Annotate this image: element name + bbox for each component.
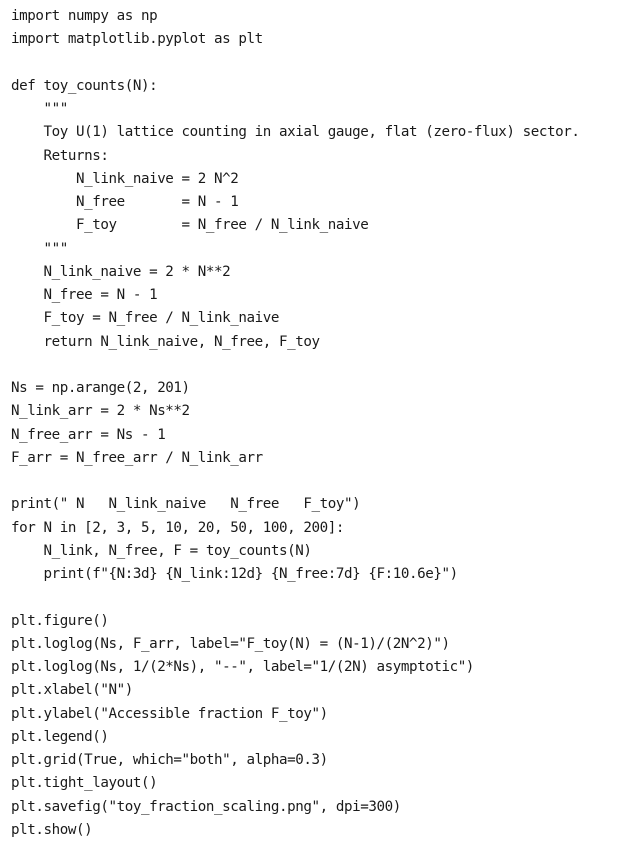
- code-line-assign-n-link-naive: N_link_naive = 2 * N**2: [11, 263, 231, 280]
- code-line-n-free-arr: N_free_arr = Ns - 1: [11, 426, 166, 443]
- code-block: [11, 5, 580, 842]
- code-line-blank: [11, 354, 580, 377]
- code-line-blank: [11, 52, 580, 75]
- code-line-docstring-returns: Returns:: [11, 147, 109, 164]
- code-line-docstring-open: """: [11, 101, 68, 117]
- code-line-loop-print: print(f"{N:3d} {N_link:12d} {N_free:7d} {F:10.6e}"): [11, 566, 458, 582]
- code-line-docstring-f-toy: F_toy = N_free / N_link_naive: [11, 217, 369, 234]
- code-line-import-matplotlib: import matplotlib.pyplot as plt: [11, 31, 263, 48]
- code-line-ns-arange: Ns = np.arange(2, 201): [11, 380, 190, 396]
- code-line-plt-loglog-f-toy: plt.loglog(Ns, F_arr, label="F_toy(N) = (N-1)/(2N^2)"): [11, 635, 450, 652]
- code-line-plt-tight-layout: plt.tight_layout(): [11, 775, 158, 792]
- code-line-plt-xlabel: plt.xlabel("N"): [11, 682, 133, 699]
- code-line-return: return N_link_naive, N_free, F_toy: [11, 333, 320, 350]
- code-line-docstring-n-link-naive: N_link_naive = 2 N^2: [11, 170, 239, 187]
- code-line-import-numpy: import numpy as np: [11, 8, 158, 24]
- code-line-loop-unpack: N_link, N_free, F = toy_counts(N): [11, 542, 312, 559]
- code-line-n-link-arr: N_link_arr = 2 * Ns**2: [11, 403, 190, 420]
- code-line-blank: [11, 470, 580, 493]
- code-line-plt-ylabel: plt.ylabel("Accessible fraction F_toy"): [11, 705, 328, 722]
- code-line-f-arr: F_arr = N_free_arr / N_link_arr: [11, 449, 263, 466]
- code-line-plt-loglog-asymptotic: plt.loglog(Ns, 1/(2*Ns), "--", label="1/(2N) asymptotic"): [11, 659, 474, 675]
- code-line-print-header: print(" N N_link_naive N_free F_toy"): [11, 496, 361, 513]
- code-line-docstring-close: """: [11, 240, 68, 257]
- code-line-plt-grid: plt.grid(True, which="both", alpha=0.3): [11, 752, 328, 768]
- code-line-plt-legend: plt.legend(): [11, 728, 109, 745]
- code-line-assign-n-free: N_free = N - 1: [11, 287, 158, 303]
- code-line-blank: [11, 586, 580, 609]
- code-line-plt-figure: plt.figure(): [11, 612, 109, 629]
- code-line-plt-savefig: plt.savefig("toy_fraction_scaling.png", dpi=300): [11, 798, 401, 815]
- code-line-assign-f-toy: F_toy = N_free / N_link_naive: [11, 310, 280, 327]
- code-line-plt-show: plt.show(): [11, 821, 93, 838]
- code-line-for-loop: for N in [2, 3, 5, 10, 20, 50, 100, 200]:: [11, 519, 344, 536]
- code-line-docstring-summary: Toy U(1) lattice counting in axial gauge, flat (zero-flux) sector.: [11, 124, 580, 141]
- code-line-def-toy-counts: def toy_counts(N):: [11, 77, 158, 94]
- code-line-docstring-n-free: N_free = N - 1: [11, 194, 239, 210]
